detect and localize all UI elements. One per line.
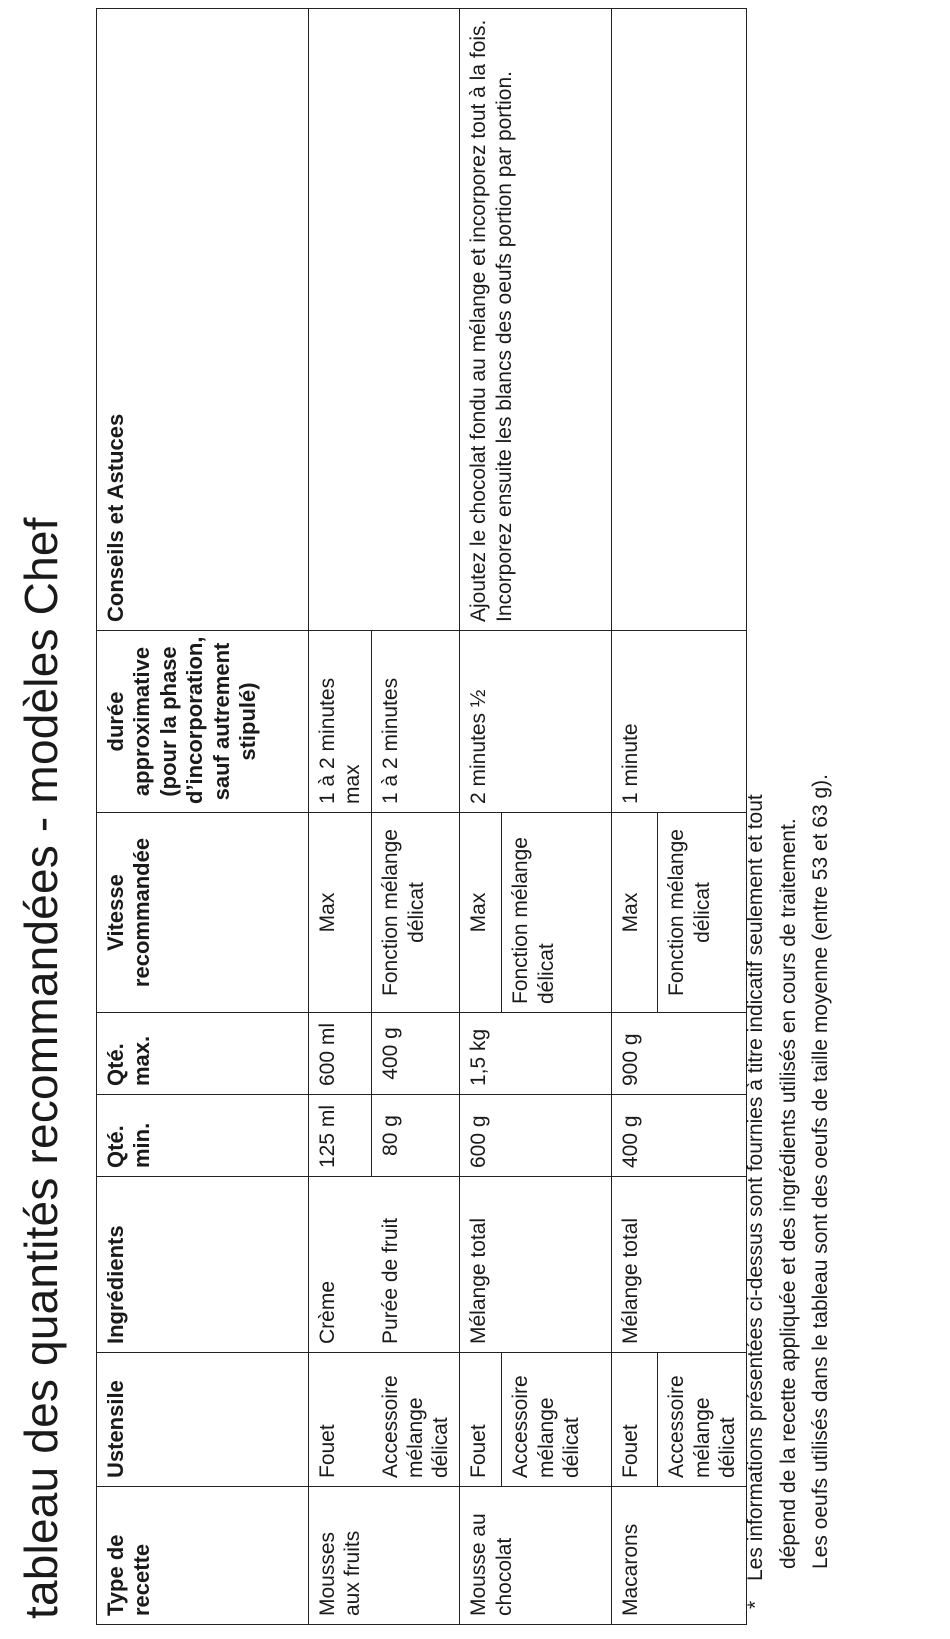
cell-ustensile: Fouet [309, 1353, 372, 1487]
cell-qte-min: 80 g [372, 1095, 460, 1177]
header-row [97, 9, 309, 1625]
header-vitesse: Vitesse recommandée [97, 813, 309, 1013]
header-ingredients: Ingrédients [97, 1177, 309, 1353]
cell-ingredients: Purée de fruit [372, 1177, 460, 1353]
footnote-text-3: Les oeufs utilisés dans le tableau sont des oeufs de taille moyenne (entre 53 et 63 g). [809, 773, 833, 1569]
header-qte-min: Qté. min. [97, 1095, 309, 1177]
cell-vitesse: Max [612, 813, 658, 1013]
table-row [460, 9, 502, 1625]
cell-duree: 2 minutes ½ [460, 631, 612, 813]
cell-qte-min: 400 g [612, 1095, 747, 1177]
cell-qte-min: 600 g [460, 1095, 612, 1177]
cell-qte-max: 1,5 kg [460, 1013, 612, 1095]
cell-ustensile: Fouet [460, 1353, 502, 1487]
cell-duree: 1 à 2 minutes max [309, 631, 372, 813]
cell-type: Macarons [612, 1487, 747, 1625]
cell-qte-max: 400 g [372, 1013, 460, 1095]
cell-vitesse: Max [460, 813, 502, 1013]
cell-ingredients: Mélange total [612, 1177, 747, 1353]
table-row [309, 9, 372, 1625]
header-type: Type de recette [97, 1487, 309, 1625]
cell-conseils [612, 9, 747, 631]
page-title: tableau des quantités recommandées - modèles Chef [15, 517, 67, 1619]
footnotes [740, 49, 838, 1609]
cell-qte-max: 600 ml [309, 1013, 372, 1095]
footnote-text-1: Les informations présentées ci-dessus sont fournies à titre indicatif seulement et tout [744, 794, 767, 1581]
cell-ustensile: Fouet [612, 1353, 658, 1487]
cell-conseils [309, 9, 460, 631]
header-qte-max: Qté. max. [97, 1013, 309, 1095]
cell-ingredients: Mélange total [460, 1177, 612, 1353]
cell-ustensile: Accessoire mélange délicat [372, 1353, 460, 1487]
cell-qte-min: 125 ml [309, 1095, 372, 1177]
cell-ingredients: Crème [309, 1177, 372, 1353]
cell-ustensile: Accessoire mélange délicat [502, 1353, 612, 1487]
footnote-text-2: dépend de la recette appliquée et des ingrédients utilisés en cours de traitement. [776, 818, 800, 1569]
quantities-table [96, 8, 747, 1625]
table-row [612, 9, 658, 1625]
cell-ustensile: Accessoire mélange délicat [658, 1353, 747, 1487]
cell-vitesse: Fonction mélange délicat [502, 813, 612, 1013]
header-duree: durée approximative (pour la phase d’incorporation, sauf autrement stipulé) [97, 631, 309, 813]
cell-conseils: Ajoutez le chocolat fondu au mélange et incorporez tout à la fois. Incorporez ensuite les blancs des oeufs portion par portion. [460, 9, 612, 631]
cell-type: Mousse au chocolat [460, 1487, 612, 1625]
header-conseils: Conseils et Astuces [97, 9, 309, 631]
header-ustensile: Ustensile [97, 1353, 309, 1487]
cell-vitesse: Fonction mélange délicat [658, 813, 747, 1013]
footnote-asterisk: * [744, 1600, 767, 1609]
cell-duree: 1 à 2 minutes [372, 631, 460, 813]
cell-vitesse: Fonction mélange délicat [372, 813, 460, 1013]
cell-vitesse: Max [309, 813, 372, 1013]
footnote-line [740, 49, 773, 1609]
cell-duree: 1 minute [612, 631, 747, 813]
cell-qte-max: 900 g [612, 1013, 747, 1095]
cell-type: Mousses aux fruits [309, 1487, 460, 1625]
